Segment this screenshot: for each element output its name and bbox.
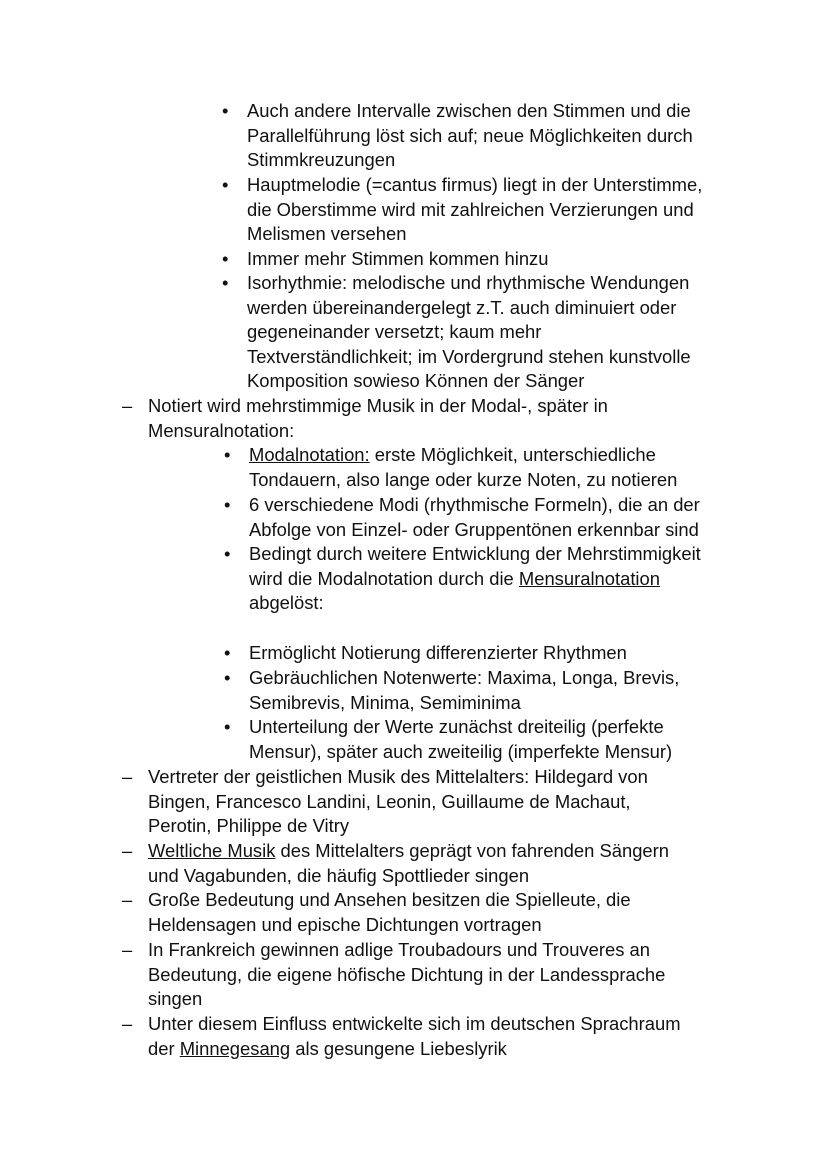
text-line: Notiert wird mehrstimmige Musik in der Modal-, später in — [148, 395, 608, 416]
text-line: Tondauern, also lange oder kurze Noten, zu notieren — [249, 468, 678, 490]
bullet-icon: • — [222, 248, 229, 269]
text-line: Immer mehr Stimmen kommen hinzu — [247, 248, 549, 269]
text-line: singen — [148, 988, 203, 1010]
bullet-item-mensur — [224, 715, 749, 764]
text-line: der — [148, 1037, 180, 1059]
text-line: abgelöst: — [249, 592, 324, 614]
text-line: Mensur), später auch zweiteilig (imperfekte Mensur) — [249, 740, 673, 762]
text-line: Hauptmelodie (=cantus firmus) liegt in der Unterstimme, — [247, 174, 703, 195]
text-line: Bedeutung, die eigene höfische Dichtung in der Landessprache — [148, 963, 666, 985]
text-line: Vertreter der geistlichen Musik des Mittelalters: Hildegard von — [148, 766, 648, 787]
text-line: Bingen, Francesco Landini, Leonin, Guillaume de Machaut, — [148, 790, 631, 812]
bullet-icon: • — [224, 494, 231, 515]
underlined-term: Mensuralnotation — [518, 567, 660, 589]
text-line: und Vagabunden, die häufig Spottlieder singen — [148, 864, 530, 886]
text-line: Komposition sowieso Können der Sänger — [247, 370, 585, 392]
text-line: Mensuralnotation: — [148, 419, 295, 441]
bullet-item-cantus-firmus — [222, 173, 747, 247]
text-line: 6 verschiedene Modi (rhythmische Formeln), die an der — [249, 494, 700, 515]
dash-item-notation — [122, 394, 748, 443]
underlined-term: Weltliche Musik — [148, 840, 276, 861]
bullet-item-more-voices — [222, 247, 747, 272]
bullet-icon: • — [222, 100, 229, 121]
bullet-icon: • — [224, 543, 231, 564]
bullet-icon: • — [224, 667, 231, 688]
text-line: In Frankreich gewinnen adlige Troubadours und Trouveres an — [148, 939, 650, 960]
text-line: Melismen versehen — [247, 223, 407, 245]
text-line: Perotin, Philippe de Vitry — [148, 815, 350, 837]
bullet-icon: • — [224, 642, 231, 663]
text-line: Abfolge von Einzel- oder Gruppentönen erkennbar sind — [249, 518, 699, 540]
text-line: Unterteilung der Werte zunächst dreiteilig (perfekte — [249, 716, 664, 737]
bullet-item-modalnotation — [224, 443, 749, 492]
text-line: gegeneinander versetzt; kaum mehr — [247, 321, 542, 343]
text-line: Isorhythmie: melodische und rhythmische Wendungen — [247, 272, 690, 293]
text-line: die Oberstimme wird mit zahlreichen Verzierungen und — [247, 198, 694, 220]
bullet-item-isorhythmie — [222, 271, 747, 394]
bullet-icon: • — [224, 716, 231, 737]
underlined-term: Modalnotation: — [249, 444, 370, 465]
text-line: Auch andere Intervalle zwischen den Stimmen und die — [247, 100, 691, 121]
text-line: Stimmkreuzungen — [247, 149, 396, 171]
text-line: Parallelführung löst sich auf; neue Möglichkeiten durch — [247, 124, 693, 146]
dash-icon: – — [122, 889, 133, 910]
bullet-icon: • — [224, 444, 231, 465]
dash-item-troubadours — [122, 938, 748, 1012]
text-line: wird die Modalnotation durch die — [249, 567, 519, 589]
text-line: Große Bedeutung und Ansehen besitzen die Spielleute, die — [148, 889, 631, 910]
text-line: Textverständlichkeit; im Vordergrund stehen kunstvolle — [247, 345, 691, 367]
bullet-item-notenwerte — [224, 666, 749, 715]
bullet-item-mensuralnotation — [224, 542, 749, 616]
bullet-item-rhythms — [224, 641, 749, 666]
dash-icon: – — [122, 766, 133, 787]
underlined-term: Minnegesang — [179, 1037, 291, 1059]
bullet-icon: • — [222, 174, 229, 195]
text-line: Bedingt durch weitere Entwicklung der Mehrstimmigkeit — [249, 543, 701, 564]
dash-icon: – — [122, 939, 133, 960]
dash-icon: – — [122, 840, 133, 861]
bullet-item-intervals — [222, 99, 747, 173]
dash-item-vertreter — [122, 765, 748, 839]
bullet-icon: • — [222, 272, 229, 293]
text-line: Unter diesem Einfluss entwickelte sich im deutschen Sprachraum — [148, 1013, 681, 1034]
dash-icon: – — [122, 395, 133, 416]
bullet-item-modi — [224, 493, 749, 542]
dash-icon: – — [122, 1013, 133, 1034]
text-line: Semibrevis, Minima, Semiminima — [249, 691, 521, 713]
text-line: Heldensagen und epische Dichtungen vortragen — [148, 913, 542, 935]
text-line: erste Möglichkeit, unterschiedliche — [369, 444, 656, 465]
text-line: Ermöglicht Notierung differenzierter Rhythmen — [249, 642, 627, 663]
text-line: des Mittelalters geprägt von fahrenden Sängern — [275, 840, 670, 861]
dash-item-weltliche-musik — [122, 839, 748, 888]
text-line: werden übereinandergelegt z.T. auch diminuiert oder — [247, 296, 677, 318]
text-line: Gebräuchlichen Notenwerte: Maxima, Longa, Brevis, — [249, 667, 680, 688]
dash-item-spielleute — [122, 888, 748, 937]
dash-item-minnegesang — [122, 1012, 748, 1061]
text-line: als gesungene Liebeslyrik — [290, 1037, 507, 1059]
